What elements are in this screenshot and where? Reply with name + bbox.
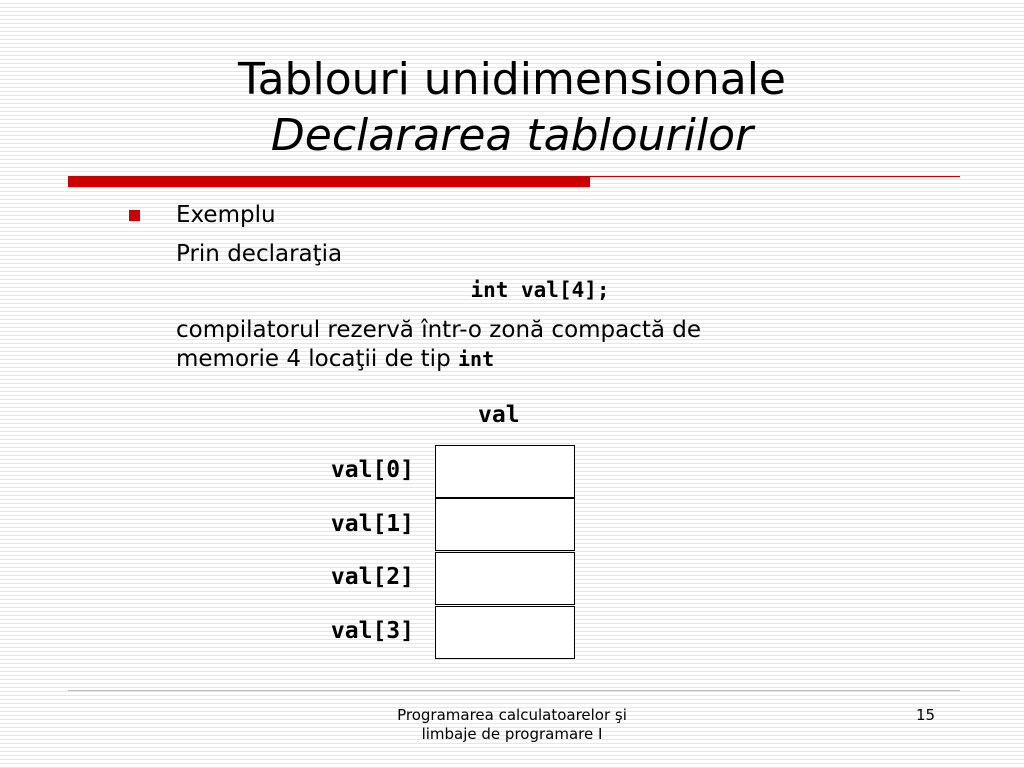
array-cell-1 — [435, 498, 575, 551]
footer-rule — [68, 690, 960, 691]
cell-label-0: val[0] — [330, 457, 414, 483]
footer-line-1: Programarea calculatoarelor şi — [397, 706, 627, 724]
footer-course-title — [340, 706, 684, 744]
footer-line-2: limbaje de programare I — [421, 725, 603, 743]
cell-label-3: val[3] — [330, 618, 414, 644]
title-accent-bar — [68, 176, 590, 187]
bullet-heading: Exemplu — [176, 202, 276, 228]
code-declaration: int val[4]; — [470, 278, 610, 302]
text-line-3 — [176, 345, 494, 373]
text-line-3-code: int — [457, 347, 495, 371]
text-line-1: Prin declaraţia — [176, 241, 343, 267]
array-cell-2 — [435, 552, 575, 605]
title-main: Tablouri unidimensionale — [237, 54, 786, 105]
cell-label-1: val[1] — [330, 511, 414, 537]
array-name-label: val — [478, 402, 520, 428]
array-cell-0 — [435, 445, 575, 498]
page-number: 15 — [916, 706, 936, 724]
text-line-3-text: memorie 4 locaţii de tip — [176, 346, 458, 372]
text-line-2: compilatorul rezervă într-o zonă compactă de — [176, 317, 702, 343]
bullet-square-icon — [129, 210, 140, 221]
title-subtitle: Declararea tablourilor — [270, 110, 754, 161]
cell-label-2: val[2] — [330, 564, 414, 590]
slide-title — [0, 52, 1024, 164]
array-cell-3 — [435, 606, 575, 659]
title-thin-rule — [590, 176, 960, 177]
